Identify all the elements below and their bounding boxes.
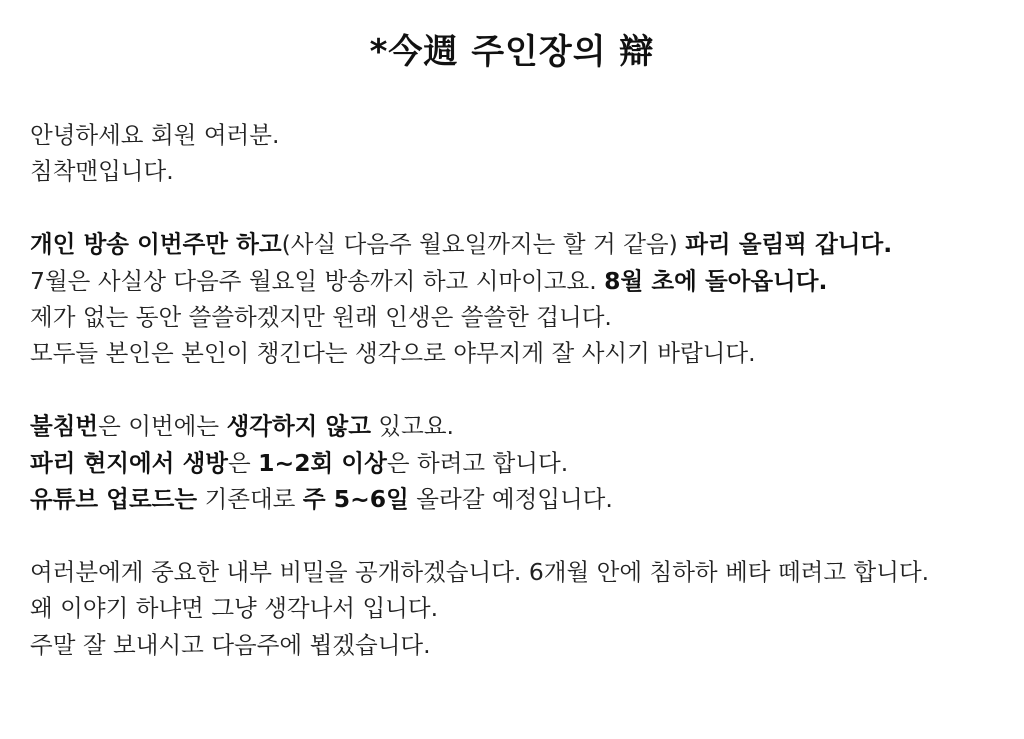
- youtube-upload-line: [30, 481, 1005, 517]
- bold-text: 8월 초에 돌아옵니다.: [604, 266, 828, 295]
- announcement-line: [30, 226, 1005, 262]
- bold-text: 1~2회 이상: [258, 448, 387, 477]
- page-title: *今週 주인장의 辯: [369, 32, 655, 72]
- bold-text: 파리 현지에서 생방: [30, 448, 228, 477]
- greeting-name-line: 침착맨입니다.: [30, 157, 174, 186]
- schedule-line: [30, 263, 1005, 299]
- bold-text: 불침번: [30, 412, 99, 441]
- paragraph-gap: [30, 517, 1005, 553]
- closing-line: 주말 잘 보내시고 다음주에 뵙겠습니다.: [30, 630, 431, 659]
- bold-text: 개인 방송 이번주만 하고: [30, 230, 282, 259]
- body-line: 왜 이야기 하냐면 그냥 생각나서 입니다.: [30, 594, 439, 623]
- paragraph-gap: [30, 372, 1005, 408]
- plain-text: 은 이번에는: [98, 412, 227, 441]
- night-watch-line: [30, 408, 1005, 444]
- bold-text: 주 5~6일: [302, 485, 409, 514]
- plain-text: 은: [227, 448, 259, 477]
- bold-text: 생각하지 않고: [226, 412, 371, 441]
- body-line: 제가 없는 동안 쓸쓸하겠지만 원래 인생은 쓸쓸한 겁니다.: [30, 303, 612, 332]
- bold-text: 유튜브 업로드는: [30, 485, 198, 514]
- plain-text: 7월은 사실상 다음주 월요일 방송까지 하고 시마이고요.: [30, 266, 605, 295]
- body-line: 모두들 본인은 본인이 챙긴다는 생각으로 야무지게 잘 사시기 바랍니다.: [30, 339, 756, 368]
- greeting-line: 안녕하세요 회원 여러분.: [30, 121, 280, 149]
- plain-text: (사실 다음주 월요일까지는 할 거 같음): [281, 230, 686, 259]
- secret-line: 여러분에게 중요한 내부 비밀을 공개하겠습니다. 6개월 안에 침하하 베타 떼려고 합니다.: [30, 557, 930, 586]
- plain-text: 기존대로: [197, 485, 303, 514]
- plain-text: 은 하려고 합니다.: [386, 448, 569, 477]
- paragraph-gap: [30, 190, 1005, 226]
- notice-body: [30, 117, 1005, 663]
- plain-text: 있고요.: [370, 412, 454, 441]
- live-stream-line: [30, 445, 1005, 481]
- bold-text: 파리 올림픽 갑니다.: [685, 230, 893, 259]
- plain-text: 올라갈 예정입니다.: [408, 485, 613, 514]
